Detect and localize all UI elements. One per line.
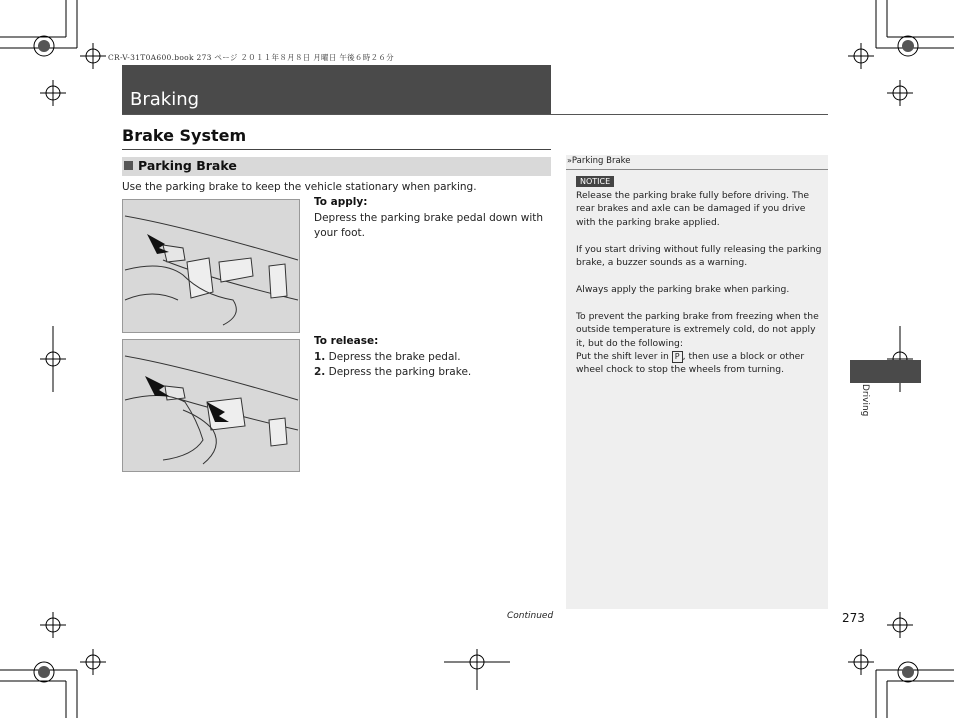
apply-heading: To apply: bbox=[314, 196, 368, 208]
header-rule bbox=[122, 114, 828, 115]
sidebar-reference bbox=[567, 156, 631, 166]
release-step-2 bbox=[314, 365, 471, 380]
step-number: 2. bbox=[314, 366, 326, 378]
intro-text: Use the parking brake to keep the vehicle stationary when parking. bbox=[122, 181, 477, 193]
chapter-tab bbox=[850, 360, 921, 383]
apply-illustration bbox=[122, 199, 300, 333]
release-illustration bbox=[122, 339, 300, 472]
step-text: Depress the brake pedal. bbox=[328, 351, 461, 363]
double-chevron-icon: » bbox=[567, 156, 572, 165]
parking-brake-pedal-illustration bbox=[123, 200, 299, 332]
apply-text: Depress the parking brake pedal down with your foot. bbox=[314, 212, 544, 239]
square-bullet-icon bbox=[124, 161, 133, 170]
sidebar-paragraph-4: To prevent the parking brake from freezing when the outside temperature is extremely cold, do not apply it, but do the following: bbox=[576, 311, 819, 349]
notice-badge: NOTICE bbox=[576, 176, 614, 187]
sidebar-paragraph-5 bbox=[576, 350, 822, 377]
sidebar-p5-before: Put the shift lever in bbox=[576, 351, 672, 362]
section-title: Braking bbox=[130, 89, 200, 110]
sidebar-p5-after: , then use a block or other wheel chock to stop the wheels from turning. bbox=[576, 351, 805, 376]
page-number: 273 bbox=[842, 611, 865, 625]
chapter-tab-label: Driving bbox=[860, 384, 870, 417]
step-number: 1. bbox=[314, 351, 326, 363]
sidebar-paragraph-1: Release the parking brake fully before driving. The rear brakes and axle can be damaged if you drive with the parking brake applied. bbox=[576, 190, 810, 228]
sidebar-reference-label: Parking Brake bbox=[571, 156, 631, 166]
continued-label: Continued bbox=[507, 611, 554, 621]
release-step-1 bbox=[314, 350, 461, 365]
step-text: Depress the parking brake. bbox=[328, 366, 472, 378]
sidebar-paragraph-2: If you start driving without fully releasing the parking brake, a buzzer sounds as a warning. bbox=[576, 244, 822, 269]
brake-pedals-illustration bbox=[123, 340, 299, 471]
topic-heading: Parking Brake bbox=[138, 158, 237, 173]
release-heading: To release: bbox=[314, 335, 379, 347]
print-info: CR-V-31T0A600.book 273 ページ ２０１１年８月８日 月曜日 午後６時２６分 bbox=[108, 53, 394, 62]
shift-position-p: P bbox=[672, 351, 683, 363]
sidebar-paragraph-3: Always apply the parking brake when parking. bbox=[576, 284, 790, 295]
subtitle-rule bbox=[122, 149, 551, 150]
page-subtitle: Brake System bbox=[122, 126, 247, 145]
